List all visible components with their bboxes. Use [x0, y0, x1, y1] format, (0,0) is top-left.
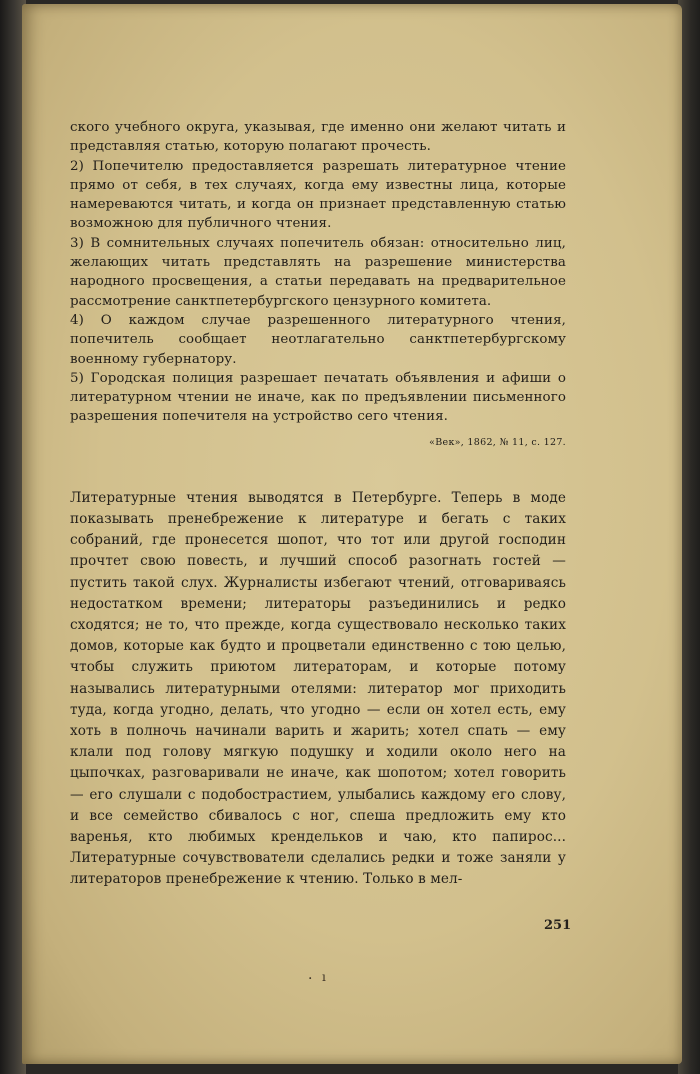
- paper-speck: ·: [308, 971, 313, 987]
- decree-paragraph-4: 4) О каждом случае разрешенного литературного чтения, попечитель сообщает неотлагательно санктпетербургскому военному губернатору.: [70, 312, 566, 367]
- page-number: 251: [544, 918, 572, 933]
- decree-paragraph-5: 5) Городская полиция разрешает печатать объявления и афиши о литературном чтении не иначе, как по предъявлении письменного разрешения попечителя на устройство сего чтения.: [70, 370, 566, 425]
- page-content: [70, 118, 566, 891]
- main-text: Литературные чтения выводятся в Петербурге. Теперь в моде показывать пренебрежение к литературе и бегать с таких собраний, где пронесется шопот, что тот или другой господин прочтет свою повесть, и лучший способ разогнать гостей — пустить такой слух. Журналисты избегают чтений, отговариваясь недостатком времени; литераторы разъединились и редко сходятся; не то, что прежде, когда существовало несколько таких домов, которые как будто и процветали единственно с тою целью, чтобы служить приютом литераторам, и которые потому назывались литературными отелями: литератор мог приходить туда, когда угодно, делать, что угодно — если он хотел есть, ему хоть в полночь начинали варить и жарить; хотел спать — ему клали под голову мягкую подушку и ходили около него на цыпочках, разговаривали не иначе, как шопотом; хотел говорить — его слушали с подобострастием, улыбались каждому его слову, и все семейство сбивалось с ног, спеша предложить ему кто варенья, кто любимых крендельков и чаю, кто папирос... Литературные сочувствователи сделались редки и тоже заняли у литераторов пренебрежение к чтению. Только в мел-: [70, 489, 566, 888]
- book-page: [22, 4, 682, 1064]
- paper-speck: ı: [322, 970, 326, 984]
- decree-quote: [70, 118, 566, 450]
- decree-paragraph-2: 2) Попечителю предоставляется разрешать литературное чтение прямо от себя, в тех случаях, когда ему известны лица, которые намереваются читать, и когда он признает представленную статью возможною для публичного чтения.: [70, 158, 566, 232]
- decree-paragraph-3: 3) В сомнительных случаях попечитель обязан: относительно лиц, желающих читать представлять на разрешение министерства народного просвещения, а статьи передавать на предварительное рассмотрение санктпетербургского цензурного комитета.: [70, 235, 566, 309]
- decree-paragraph-1: ского учебного округа, указывая, где именно они желают читать и представляя статью, которую полагают прочесть.: [70, 120, 566, 155]
- quote-source: «Век», 1862, № 11, с. 127.: [429, 436, 566, 448]
